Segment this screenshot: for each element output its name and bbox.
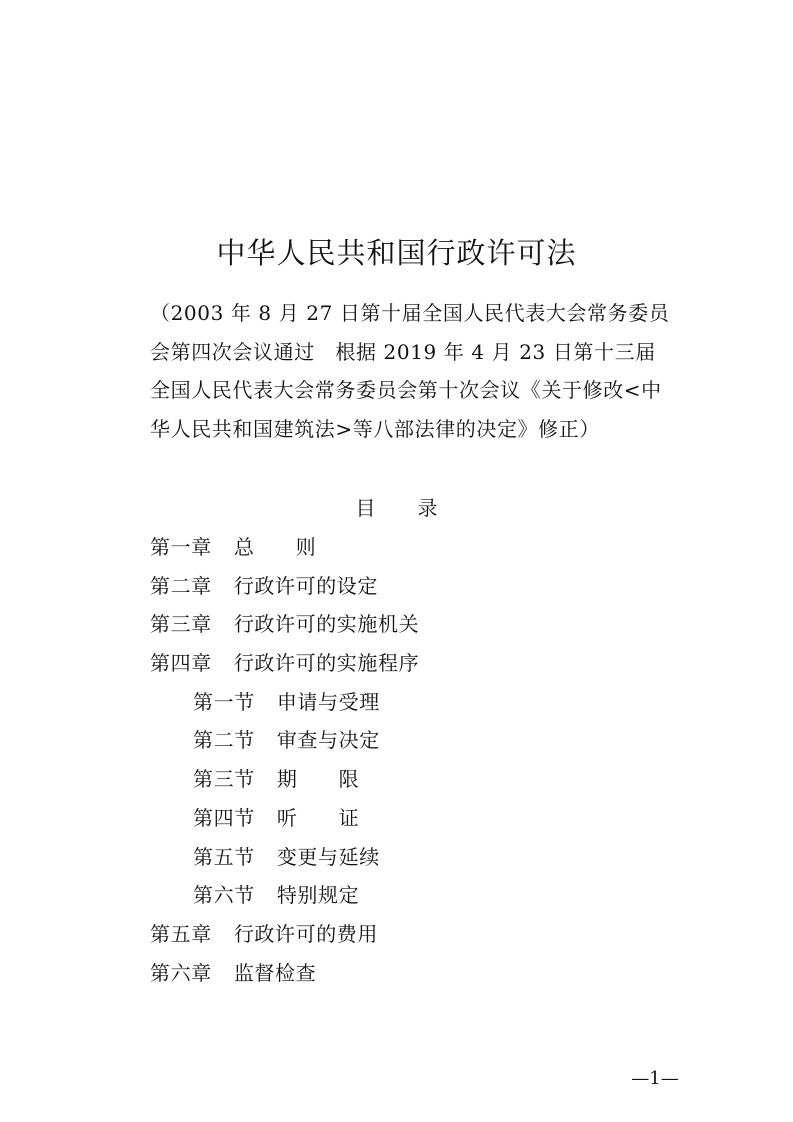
toc-subentry bbox=[150, 802, 670, 841]
toc-entry bbox=[150, 918, 670, 957]
toc-entry-name: 变更与延续 bbox=[276, 844, 380, 869]
toc-subentry bbox=[150, 724, 670, 763]
toc-entry-number: 第四章 bbox=[150, 651, 212, 676]
toc-entry-name: 申请与受理 bbox=[276, 689, 380, 714]
document-title: 中华人民共和国行政许可法 bbox=[216, 236, 577, 271]
toc-heading-right: 录 bbox=[417, 496, 438, 520]
toc-subentry bbox=[150, 686, 670, 725]
toc-entry bbox=[150, 570, 670, 609]
toc-entry-name: 行政许可的设定 bbox=[233, 573, 379, 598]
document-preamble: （2003 年 8 月 27 日第十届全国人民代表大会常务委员会第四次会议通过 根据 2019 年 4 月 23 日第十三届全国人民代表大会常务委员会第十次会议《关于修改<中华人民共和国建筑法>等八部法律的决定》修正） bbox=[150, 301, 670, 441]
toc-entry-name: 特别规定 bbox=[276, 883, 360, 908]
toc-entry-name: 期 限 bbox=[276, 767, 360, 792]
toc-entry-number: 第六节 bbox=[193, 883, 255, 908]
page-number: —1— bbox=[631, 1068, 679, 1089]
toc-heading-left: 目 bbox=[355, 496, 376, 520]
toc-entry-number: 第二节 bbox=[193, 728, 255, 753]
toc-entry-number: 第五章 bbox=[150, 921, 212, 946]
toc-entry-name: 监督检查 bbox=[233, 960, 317, 985]
toc-entry bbox=[150, 647, 670, 686]
toc-subentry bbox=[150, 879, 670, 918]
toc-entry-number: 第三章 bbox=[150, 612, 212, 637]
toc-entry-number: 第三节 bbox=[193, 767, 255, 792]
toc-entry-number: 第五节 bbox=[193, 844, 255, 869]
toc-entry-name: 听 证 bbox=[276, 805, 360, 830]
table-of-contents bbox=[150, 531, 670, 995]
toc-entry-number: 第六章 bbox=[150, 960, 212, 985]
toc-entry-number: 第一节 bbox=[193, 689, 255, 714]
toc-entry-number: 第二章 bbox=[150, 573, 212, 598]
toc-entry-name: 总 则 bbox=[233, 535, 317, 559]
toc-subentry bbox=[150, 841, 670, 880]
toc-heading bbox=[0, 493, 793, 523]
toc-entry-name: 行政许可的费用 bbox=[233, 921, 379, 946]
toc-entry-name: 行政许可的实施程序 bbox=[233, 651, 420, 676]
toc-entry-number: 第四节 bbox=[193, 805, 255, 830]
toc-entry bbox=[150, 957, 670, 996]
toc-entry bbox=[150, 608, 670, 647]
toc-entry-number: 第一章 bbox=[150, 535, 212, 559]
toc-subentry bbox=[150, 763, 670, 802]
toc-entry bbox=[150, 531, 670, 570]
toc-entry-name: 审查与决定 bbox=[276, 728, 380, 753]
toc-entry-name: 行政许可的实施机关 bbox=[233, 612, 420, 637]
